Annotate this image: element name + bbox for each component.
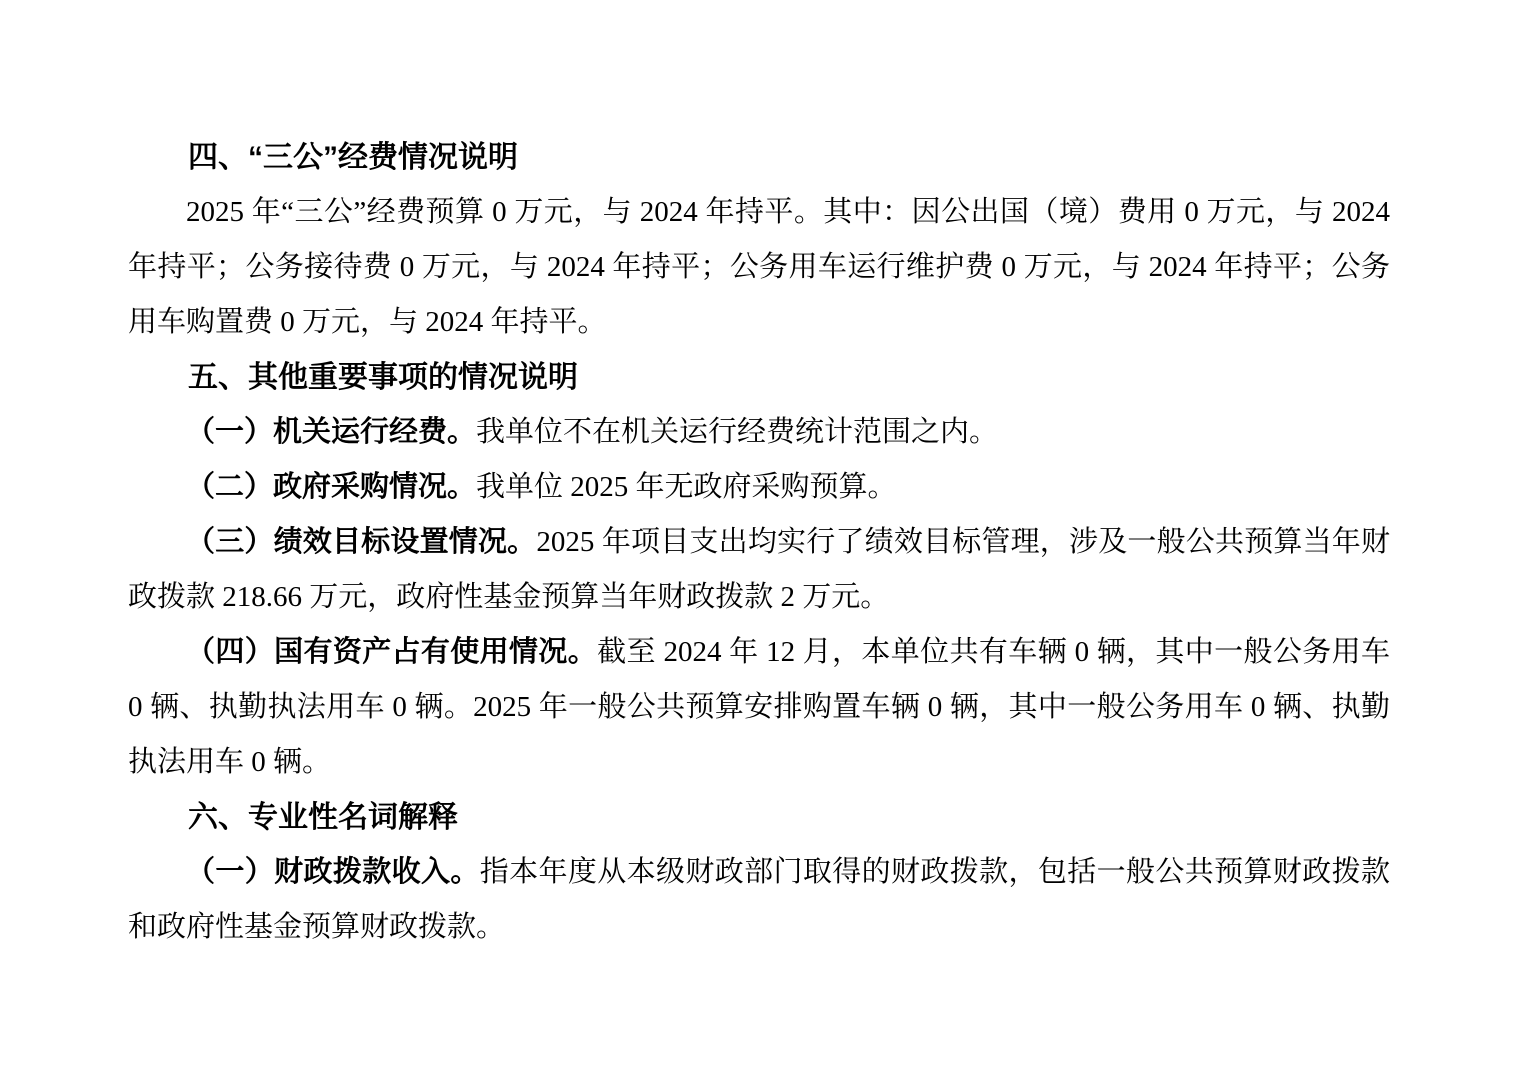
section-heading: 六、专业性名词解释 [188,801,458,834]
paragraph [128,845,1390,955]
section-heading: 五、其他重要事项的情况说明 [188,361,578,394]
section-other-important-matters [128,350,1390,790]
paragraph-text: 我单位不在机关运行经费统计范围之内。 [476,416,999,448]
paragraph-text: 截至 2024 年 12 月，本单位共有车辆 0 辆，其中一般公务用车 0 辆、执勤执法用车 0 辆。2025 年一般公共预算安排购置车辆 0 辆，其中一般公务用车 0 辆、执勤执法用车 0 辆。 [128,636,1390,778]
paragraph [128,405,1390,460]
paragraph-text: 2025 年“三公”经费预算 0 万元，与 2024 年持平。其中：因公出国（境）费用 0 万元，与 2024 年持平；公务接待费 0 万元，与 2024 年持平；公务用车运行维护费 0 万元，与 2024 年持平；公务用车购置费 0 万元，与 2024 年持平。 [128,196,1390,338]
paragraph [128,460,1390,515]
paragraph-label: （三）绩效目标设置情况。 [186,526,537,558]
paragraph-text: 我单位 2025 年无政府采购预算。 [476,471,897,503]
section-terminology [128,790,1390,955]
section-heading: 四、“三公”经费情况说明 [188,141,518,174]
paragraph-label: （二）政府采购情况。 [186,471,477,503]
section-three-public-funds [128,130,1390,350]
paragraph-label: （一）机关运行经费。 [186,416,477,448]
paragraph-text: 2025 年项目支出均实行了绩效目标管理，涉及一般公共预算当年财政拨款 218.66 万元，政府性基金预算当年财政拨款 2 万元。 [128,526,1390,613]
paragraph [128,185,1390,350]
paragraph-text: 指本年度从本级财政部门取得的财政拨款，包括一般公共预算财政拨款和政府性基金预算财政拨款。 [128,856,1390,943]
paragraph-label: （一）财政拨款收入。 [186,856,480,888]
paragraph-label: （四）国有资产占有使用情况。 [186,636,598,668]
paragraph [128,625,1390,790]
paragraph [128,515,1390,625]
